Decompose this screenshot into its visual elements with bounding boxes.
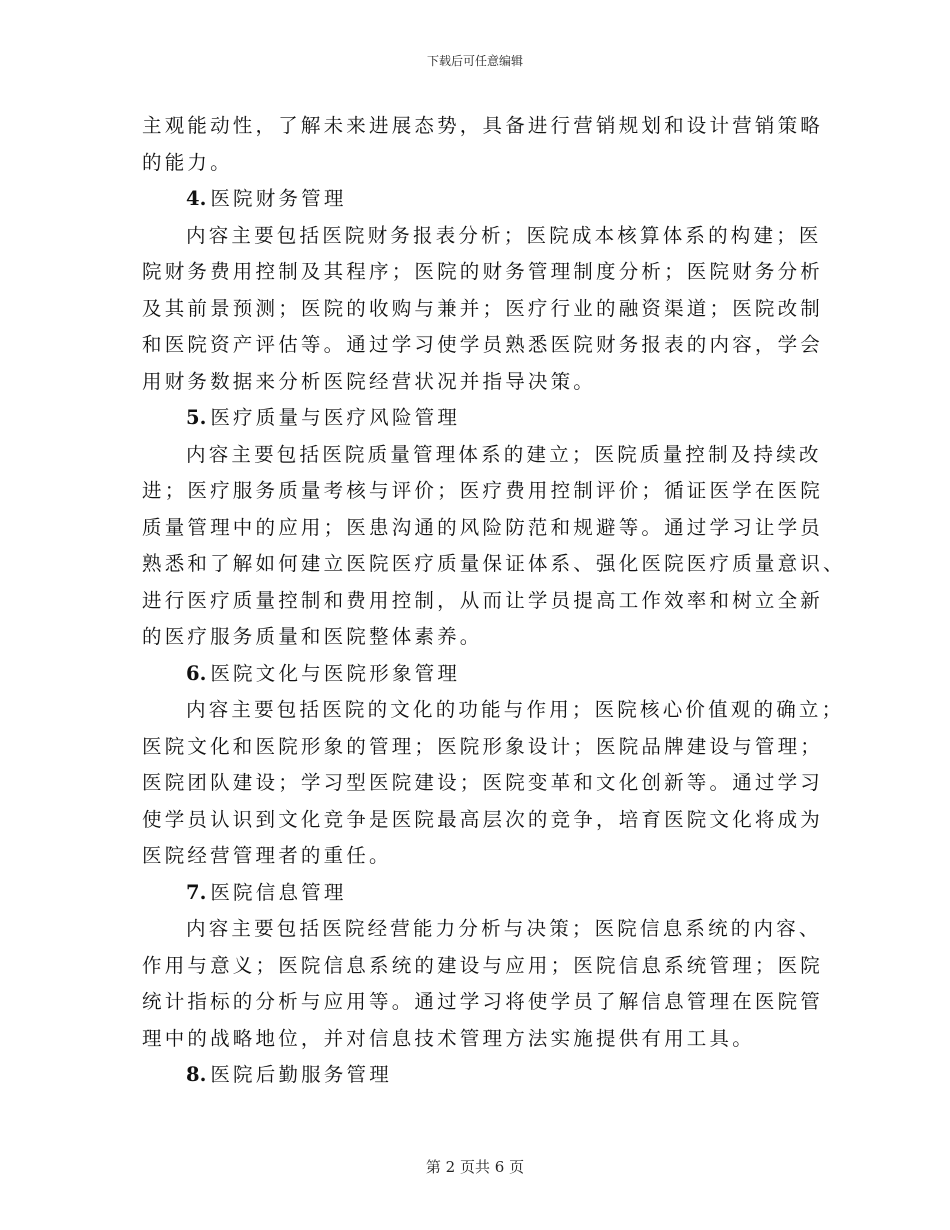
text-line: 医院团队建设；学习型医院建设；医院变革和文化创新等。通过学习 — [142, 771, 824, 794]
text-line: 使学员认识到文化竞争是医院最高层次的竞争，培育医院文化将成为 — [142, 807, 824, 831]
text-line: 医院经营管理者的重任。 — [142, 844, 392, 867]
text-line: 和医院资产评估等。通过学习使学员熟悉医院财务报表的内容，学会 — [142, 333, 824, 356]
text-line: 医院文化和医院形象的管理；医院形象设计；医院品牌建设与管理； — [142, 734, 824, 758]
text-line: 内容主要包括医院经营能力分析与决策；医院信息系统的内容、 — [186, 917, 822, 940]
text-line: 的医疗服务质量和医院整体素养。 — [142, 625, 483, 648]
document-body — [142, 108, 846, 1094]
section-heading-4 — [142, 181, 810, 218]
text-line: 主观能动性，了解未来进展态势，具备进行营销规划和设计营销策略 — [142, 114, 824, 137]
section-paragraph-5 — [142, 437, 846, 656]
section-title: 医院文化与医院形象管理 — [210, 661, 461, 685]
page-number: 第 2 页共 6 页 — [425, 1158, 525, 1176]
section-paragraph-6 — [142, 692, 845, 875]
page-header: 下载后可任意编辑 — [426, 54, 523, 68]
text-line: 的能力。 — [142, 150, 233, 174]
section-paragraph-4 — [142, 218, 824, 401]
text-line: 及其前景预测；医院的收购与兼并；医疗行业的融资渠道；医院改制 — [142, 296, 824, 320]
section-title: 医院后勤服务管理 — [210, 1063, 392, 1086]
section-number: 5. — [186, 406, 207, 429]
section-heading-6 — [142, 656, 810, 693]
text-line: 理中的战略地位，并对信息技术管理方法实施提供有用工具。 — [142, 1026, 755, 1050]
text-line: 内容主要包括医院财务报表分析；医院成本核算体系的构建；医 — [186, 223, 822, 247]
text-line: 进行医疗质量控制和费用控制，从而让学员提高工作效率和树立全新 — [142, 588, 824, 612]
section-number: 8. — [186, 1063, 207, 1086]
text-line: 用财务数据来分析医院经营状况并指导决策。 — [142, 369, 597, 393]
section-number: 7. — [186, 880, 207, 904]
section-title: 医疗质量与医疗风险管理 — [210, 406, 461, 429]
section-heading-8 — [142, 1057, 810, 1094]
section-number: 6. — [186, 661, 207, 685]
text-line: 作用与意义；医院信息系统的建设与应用；医院信息系统管理；医院 — [142, 953, 824, 977]
section-heading-7 — [142, 875, 810, 912]
text-line: 统计指标的分析与应用等。通过学习将使学员了解信息管理在医院管 — [142, 990, 824, 1013]
text-line: 质量管理中的应用；医患沟通的风险防范和规避等。通过学习让学员 — [142, 515, 824, 539]
text-line: 内容主要包括医院的文化的功能与作用；医院核心价值观的确立； — [186, 698, 845, 721]
section-number: 4. — [186, 187, 207, 210]
text-line: 内容主要包括医院质量管理体系的建立；医院质量控制及持续改 — [186, 442, 822, 466]
text-line: 进；医疗服务质量考核与评价；医疗费用控制评价；循证医学在医院 — [142, 479, 824, 502]
text-line: 院财务费用控制及其程序；医院的财务管理制度分析；医院财务分析 — [142, 260, 824, 283]
section-title: 医院信息管理 — [210, 880, 347, 904]
section-paragraph-7 — [142, 911, 824, 1057]
section-title: 医院财务管理 — [210, 187, 347, 210]
intro-paragraph — [142, 108, 824, 181]
section-heading-5 — [142, 400, 810, 437]
text-line: 熟悉和了解如何建立医院医疗质量保证体系、强化医院医疗质量意识、 — [142, 552, 846, 575]
